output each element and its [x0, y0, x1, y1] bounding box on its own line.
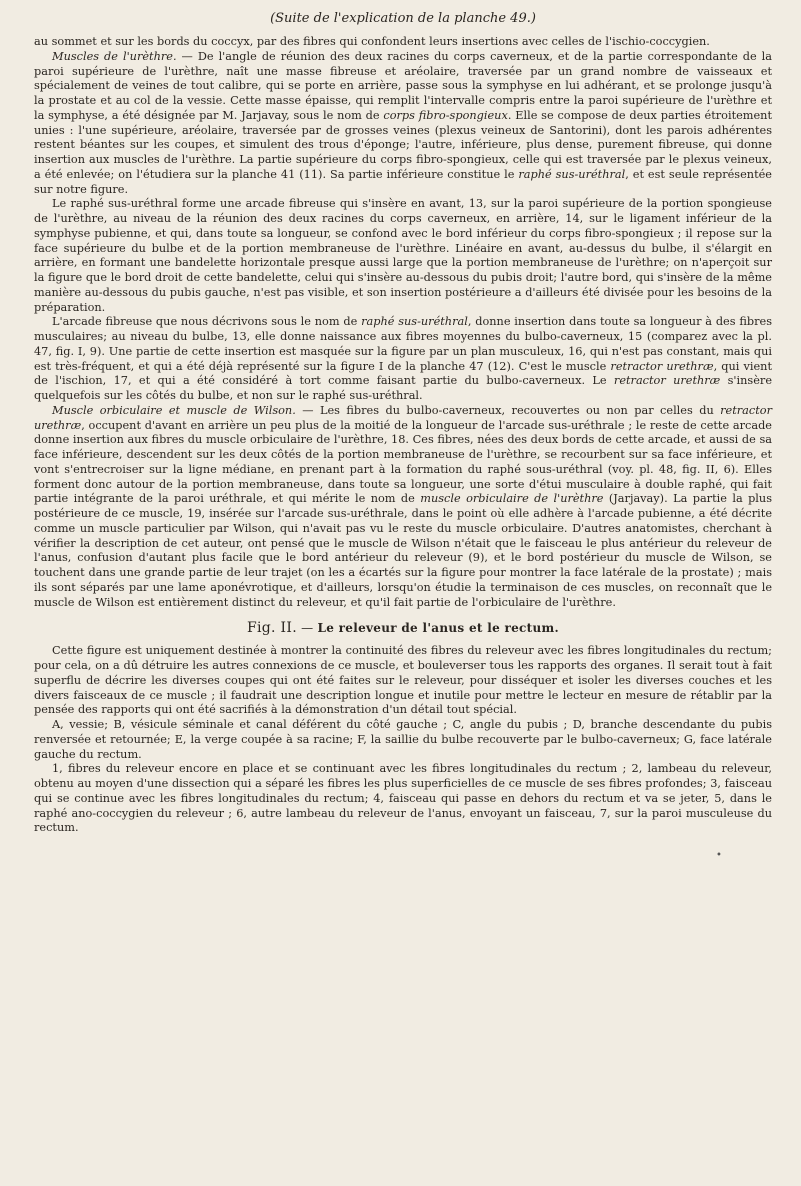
paragraph-text: (Jarjavay). La partie la plus postérieure de ce muscle, 19, insérée sur l'arcade sus-uréthrale, dans le point où elle adhère à l'arcade pubienne, a été décrite comme un muscle particulier par Wilson, qui n'avait pas vu le reste du muscle orbiculaire. D'autres anatomistes, cherchant à vérifier la description de cet auteur, ont pensé que le muscle de Wilson n'était que le faisceau le plus antérieur du releveur de l'anus, confusion d'autant plus facile que le bord antérieur du releveur (9), et le bord postérieur du muscle de Wilson, se touchent dans une grande partie de leur trajet (on les a écartés sur la figure pour montrer la face latérale de la prostate) ; mais ils sont séparés par une lame aponévrotique, et d'ailleurs, lorsqu'on étudie la terminaison de ces muscles, on reconnaît que le muscle de Wilson est entièrement distinct du releveur, et qu'il fait partie de l'orbiculaire de l'urèthre. — [34, 492, 772, 609]
figure-title: Le releveur de l'anus et le rectum. — [317, 621, 559, 636]
caption-dash: — — [301, 621, 314, 636]
paragraph-arcade — [34, 315, 772, 404]
italic-term: raphé sus-uréthral — [361, 315, 468, 329]
italic-term: retractor urethræ — [34, 403, 772, 432]
italic-term: raphé sus-uréthral — [518, 167, 626, 181]
figure-caption — [34, 620, 772, 636]
paragraph-text: au sommet et sur les bords du coccyx, par des fibres qui confondent leurs insertions avec celles de l'ischio-coccygien. — [34, 35, 710, 48]
paragraph-text: Cette figure est uniquement destinée à montrer la continuité des fibres du releveur avec les fibres longitudinales du rectum; pour cela, on a dû détruire les autres connexions de ce muscle, et bouleverser tous les rapports des organes. Il serait tout à fait superflu de décrire les diverses coupes qui ont été faites sur le releveur, pour disséquer et isoler les diverses couches et les divers faisceaux de ce muscle ; il faudrait une description longue et inutile pour mettre le lecteur en mesure de rétablir par la pensée des rapports qui ont été sacrifiés à la démonstration d'un détail tout spécial. — [34, 644, 772, 717]
paragraph-figure-intro — [34, 644, 772, 718]
paragraph-text: 1, fibres du releveur encore en place et se continuant avec les fibres longitudinales du rectum ; 2, lambeau du releveur, obtenu au moyen d'une dissection qui a séparé les fibres les plus superficielles de ce muscle de ses fibres profondes; 3, faisceau qui se continue avec les fibres longitudinales du rectum; 4, faisceau qui passe en dehors du rectum et va se jeter, 5, dans le raphé ano-coccygien du releveur ; 6, autre lambeau du releveur de l'anus, envoyant un faisceau, 7, sur la paroi musculeuse du rectum. — [34, 762, 772, 835]
text-column — [34, 0, 772, 836]
paragraph-orbiculaire — [34, 404, 772, 611]
running-header: (Suite de l'explication de la planche 49.) — [270, 11, 536, 26]
paragraph-text: , occupent d'avant en arrière un peu plus de la moitié de la longueur de l'arcade sus-uréthrale ; le reste de cette arcade donne insertion aux fibres du muscle orbiculaire de l'urèthre, 18. Ces fibres, nées des deux bords de cette arcade, et aussi de sa face inférieure, descendent sur les deux côtés de la portion membraneuse de l'urèthre, se recourbent sur sa face inférieure, et vont s'entrecroiser sur la ligne médiane, en prenant part à la formation du raphé sous-uréthral (voy. pl. 48, fig. II, 6). Elles forment donc autour de la portion membraneuse, dans toute sa longueur, une sorte d'étui musculaire à double raphé, qui fait partie intégrante de la paroi uréthrale, et qui mérite le nom de — [34, 418, 772, 506]
paragraph-letter-legend — [34, 718, 772, 762]
paragraph-muscles-urethre — [34, 50, 772, 198]
paragraph-text: , et est seule représentée sur notre figure. — [34, 167, 772, 196]
paragraph-continuation — [34, 35, 772, 50]
paragraph-text: s'insère quelquefois sur les côtés du bulbe, et non sur le raphé sus-uréthral. — [34, 374, 772, 402]
paragraph-text: — De l'angle de réunion des deux racines du corps caverneux, et de la partie correspondante de la paroi supérieure de l'urèthre, naît une masse fibreuse et aréolaire, traversée par un grand nombre de vaisseaux et spécialement de veines de tout calibre, qui se porte en arrière, passe sous la symphyse en lui adhérant, et se prolonge jusqu'à la prostate et au col de la vessie. Cette masse épaisse, qui remplit l'intervalle compris entre la paroi supérieure de l'urèthre et la symphyse, a été désignée par M. Jarjavay, sous le nom de — [34, 49, 773, 122]
paragraph-text: L'arcade fibreuse que nous décrivons sous le nom de — [52, 315, 362, 329]
paragraph-text: Le raphé sus-uréthral forme une arcade fibreuse qui s'insère en avant, 13, sur la paroi supérieure de la portion spongieuse de l'urèthre, au niveau de la réunion des deux racines du corps caverneux, en arrière, 14, sur le ligament inférieur de la symphyse pubienne, et qui, dans toute sa longueur, se confond avec le bord inférieur du corps fibro-spongieux ; il repose sur la face supérieure du bulbe et de la portion membraneuse de l'urèthre. Linéaire en avant, au-dessus du bulbe, il s'élargit en arrière, en formant une bandelette horizontale presque aussi large que la portion membraneuse de l'urèthre; on n'aperçoit sur la figure que le bord droit de cette bandelette, celui qui s'insère au-dessous du pubis droit; l'autre bord, qui s'insère de la même manière au-dessous du pubis gauche, n'est pas visible, et son insertion postérieure a d'ailleurs été divisée pour les besoins de la préparation. — [34, 197, 772, 314]
paragraph-text: , qui vient de l'ischion, 17, et qui a été considéré à tort comme faisant partie du bulbo-caverneux. Le — [34, 359, 772, 388]
paragraph-number-legend — [34, 762, 772, 836]
paragraph-text: , donne insertion dans toute sa longueur à des fibres musculaires; au niveau du bulbe, 13, elle donne naissance aux fibres moyennes du bulbo-caverneux, 15 (comparez avec la pl. 47, fig. I, 9). Une partie de cette insertion est masquée sur la figure par un plan musculeux, 16, qui n'est pas constant, mais qui est très-fréquent, et qui a été déjà représenté sur la figure I de la planche 47 (12). C'est le muscle — [34, 315, 772, 373]
figure-number: Fig. II. — [247, 620, 297, 637]
paragraph-text: A, vessie; B, vésicule séminale et canal déférent du côté gauche ; C, angle du pubis ; D, branche descendante du pubis renversée et retournée; E, la verge coupée à sa racine; F, la saillie du bulbe recouverte par le bulbo-caverneux; G, face latérale gauche du rectum. — [34, 718, 772, 761]
italic-term: retractor urethræ — [610, 359, 714, 373]
italic-term: muscle orbiculaire de l'urèthre — [420, 492, 604, 506]
italic-term: retractor urethræ — [613, 374, 721, 388]
paragraph-text: . Elle se compose de deux parties étroitement unies : l'une supérieure, aréolaire, traversée par de grosses veines (plexus veineux de Santorini), dont les parois adhérentes restent béantes sur les coupes, et simulent des trous d'éponge; l'autre, inférieure, plus dense, purement fibreuse, qui donne insertion aux muscles de l'urèthre. La partie supérieure du corps fibro-spongieux, celle qui est traversée par le plexus veineux, a été enlevée; on l'étudiera sur la planche 41 (11). Sa partie inférieure constitue le — [34, 108, 773, 181]
paragraph-raphe — [34, 197, 772, 315]
section-heading: Muscle orbiculaire et muscle de Wilson. — [52, 403, 296, 417]
italic-term: corps fibro-spongieux — [383, 108, 508, 122]
section-heading: Muscles de l'urèthre. — [52, 49, 177, 63]
stray-mark: • — [716, 850, 722, 861]
paragraph-text: — Les fibres du bulbo-caverneux, recouvertes ou non par celles du — [295, 403, 721, 417]
